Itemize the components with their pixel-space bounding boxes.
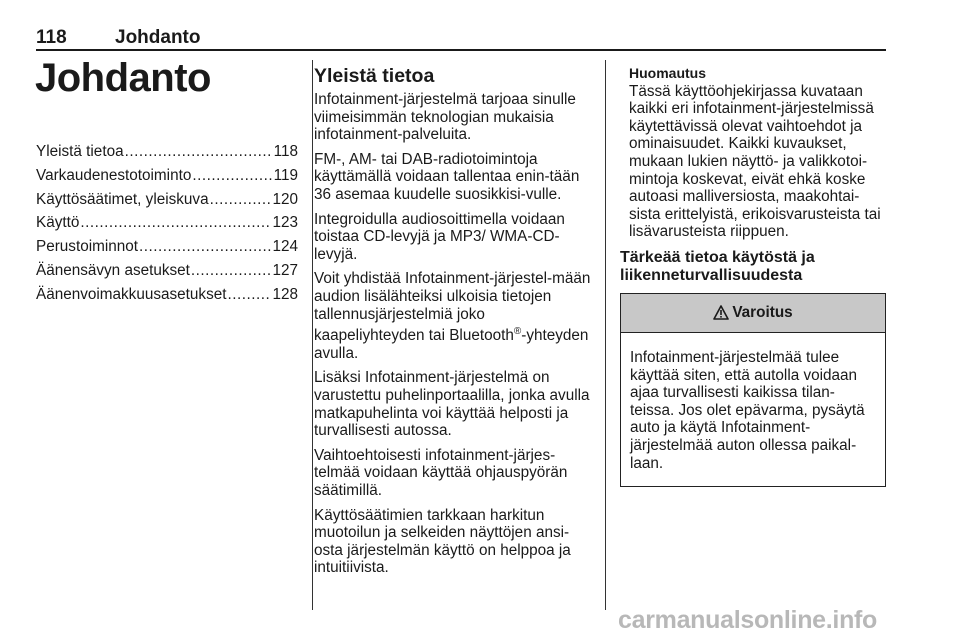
toc-leader-dots: [192, 167, 272, 185]
toc-entry[interactable]: [36, 238, 298, 262]
warning-title: Varoitus: [732, 304, 793, 322]
toc-leader-dots: [227, 286, 271, 304]
toc-leader-dots: [191, 262, 272, 280]
paragraph: [314, 270, 596, 362]
toc-entry-label: Käyttösäätimet, yleiskuva: [36, 190, 209, 208]
paragraph: Integroidulla audiosoittimella voidaan toistaa CD-levyjä ja MP3/ WMA-CD-levyjä.: [314, 210, 565, 263]
note-block: [620, 65, 886, 241]
paragraph: FM-, AM- tai DAB-radiotoimintoja käyttämällä voidaan tallentaa enin-tään 36 asemaa kuudelle suosikkisi-vulle.: [314, 150, 580, 203]
note-text: Tässä käyttöohjekirjassa kuvataan kaikki eri infotainment-järjestelmissä käytettävissä olevat vaihtoehdot ja ominaisuudet. Kaikki kuvaukset, mukaan lukien näyttö- ja valikkotoi-mintoja koskevat, eivät ehkä koske autoasi malliversiosta, maakohtai-sista erittelyistä, erikoisvarusteista tai lisävarusteista riippuen.: [629, 82, 881, 241]
toc-entry-page: 124: [272, 238, 298, 256]
paragraph: Käyttösäätimien tarkkaan harkitun muotoilun ja selkeiden näyttöjen ansi-osta järjestelmän käyttö on helppoa ja intuitiivista.: [314, 506, 571, 577]
toc-entry-label: Perustoiminnot: [36, 238, 139, 256]
toc-entry[interactable]: [36, 214, 298, 238]
warning-text: Infotainment-järjestelmää tulee käyttää siten, että autolla voidaan ajaa turvallisesti kaikissa tilan-teissa. Jos olet epävarma, pysäytä auto ja käytä Infotainment-järjestelmää auton ollessa paikal-laan.: [630, 348, 865, 472]
toc-entry-page: 118: [273, 143, 298, 160]
registered-mark: ®: [513, 326, 522, 338]
column-divider: [312, 60, 313, 610]
note-title: Huomautus: [629, 65, 706, 81]
toc-entry-page: 128: [272, 285, 298, 303]
note-and-safety-column: [620, 65, 886, 487]
section-heading-general: Yleistä tietoa: [314, 65, 435, 87]
section-heading-safety: Tärkeää tietoa käytöstä ja liikenneturvallisuudesta: [620, 248, 815, 284]
toc-leader-dots: [80, 214, 271, 232]
warning-box: [620, 293, 886, 487]
paragraph: Vaihtoehtoisesti infotainment-järjes-telmää voidaan käyttää ohjauspyörän säätimillä.: [314, 446, 568, 499]
warning-header: [621, 294, 885, 333]
watermark: carmanualsonline.info: [618, 606, 878, 634]
toc-entry-label: Äänenvoimakkuusasetukset: [36, 285, 227, 303]
toc-entry-page: 120: [272, 190, 298, 208]
toc-entry-page: 123: [272, 214, 298, 232]
toc-leader-dots: [210, 191, 272, 209]
paragraph-text: Voit yhdistää Infotainment-järjestel-mään audion lisälähteiksi ulkoisia tietojen tallennusjärjestelmiä joko kaapeliyhteyden tai Bluetooth: [314, 270, 591, 345]
column-divider: [605, 60, 606, 610]
toc-entry-label: Yleistä tietoa: [36, 143, 124, 160]
toc-entry[interactable]: [36, 286, 298, 310]
page-number: 118: [36, 27, 67, 48]
toc-entry[interactable]: [36, 262, 298, 286]
toc-entry[interactable]: [36, 191, 298, 215]
toc-entry-label: Varkaudenestotoiminto: [36, 166, 192, 184]
header-divider: [36, 49, 886, 51]
toc-entry-label: Äänensävyn asetukset: [36, 261, 190, 279]
toc-entry-page: 119: [273, 166, 298, 184]
table-of-contents: [36, 143, 298, 310]
toc-leader-dots: [139, 238, 271, 256]
chapter-title: Johdanto: [35, 56, 211, 100]
warning-triangle-icon: [713, 305, 729, 320]
paragraph: Lisäksi Infotainment-järjestelmä on varustettu puhelinportaalilla, jonka avulla matkapuhelinta voi käyttää helposti ja turvallisesti autossa.: [314, 369, 590, 440]
toc-entry[interactable]: [36, 167, 298, 191]
header-section-title: Johdanto: [115, 27, 201, 48]
toc-entry-label: Käyttö: [36, 214, 80, 232]
toc-leader-dots: [125, 143, 273, 161]
toc-entry-page: 127: [272, 261, 298, 279]
paragraph-text: -yhteyden avulla.: [314, 327, 589, 362]
toc-entry[interactable]: [36, 143, 298, 167]
general-info-column: [314, 65, 596, 584]
paragraph: Infotainment-järjestelmä tarjoaa sinulle viimeisimmän teknologian mukaisia infotainment-palveluita.: [314, 91, 576, 144]
